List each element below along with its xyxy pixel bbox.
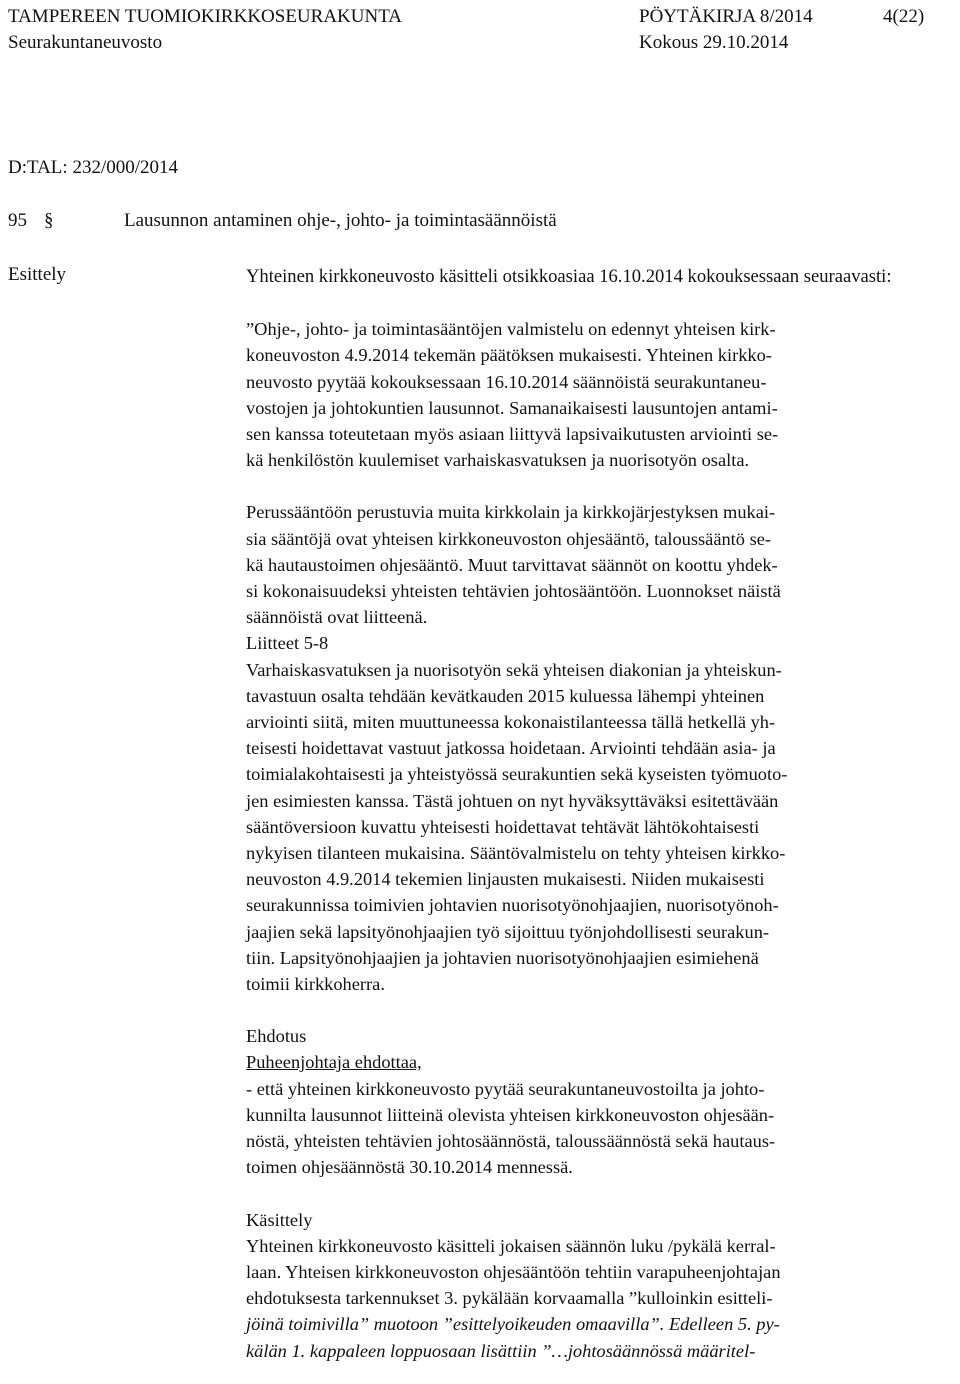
paragraph-line: arviointi siitä, miten muuttuneessa kokonaistilanteessa tällä hetkellä yh- [246, 712, 776, 733]
proposal-line: toimen ohjesäännöstä 30.10.2014 mennessä. [246, 1157, 573, 1178]
paragraph-line: sääntöversioon kuvattu yhteisesti hoidettavat tehtävät lähtökohtaisesti [246, 816, 760, 837]
paragraph-line: Varhaiskasvatuksen ja nuorisotyön sekä yhteisen diakonian ja yhteiskun- [246, 659, 782, 680]
kasittely-line: jöinä toimivilla” muotoon ”esittelyoikeuden omaavilla”. Edelleen 5. py- [246, 1314, 780, 1335]
paragraph-line: neuvoston 4.9.2014 tekemien linjausten mukaisesti. Niiden mukaisesti [246, 869, 765, 890]
section-title: Lausunnon antaminen ohje-, johto- ja toimintasäännöistä [124, 210, 557, 231]
header-org: TAMPEREEN TUOMIOKIRKKOSEURAKUNTA [8, 6, 403, 27]
ehdotus-heading: Ehdotus [246, 1026, 307, 1047]
paragraph-line: kä hautaustoimen ohjesääntö. Muut tarvittavat säännöt on koottu yhdek- [246, 554, 778, 575]
ehdotus-section [246, 1023, 912, 1180]
intro-text: Yhteinen kirkkoneuvosto käsitteli otsikkoasiaa 16.10.2014 kokouksessaan seuraavasti: [246, 266, 892, 287]
quote-line: ”Ohje-, johto- ja toimintasääntöjen valmistelu on edennyt yhteisen kirk- [246, 319, 776, 340]
paragraph-line: sia sääntöjä ovat yhteisen kirkkoneuvoston ohjesääntö, taloussääntö se- [246, 528, 772, 549]
body-column [246, 264, 912, 1364]
paragraph-line: teisesti hoidettavat vastuut jatkossa hoidetaan. Arviointi tehdään asia- ja [246, 738, 776, 759]
paragraph-line: säännöistä ovat liitteenä. [246, 607, 428, 628]
paragraph-evaluation [246, 657, 912, 998]
attachments-ref: Liitteet 5-8 [246, 633, 329, 654]
kasittely-heading: Käsittely [246, 1209, 313, 1230]
header-body: Seurakuntaneuvosto [8, 32, 163, 53]
quote-line: neuvosto pyytää kokouksessaan 16.10.2014 säännöistä seurakuntaneu- [246, 371, 767, 392]
esittely-intro [246, 264, 912, 290]
quote-line: sen kanssa toteutetaan myös asiaan liittyvä lapsivaikutusten arviointi se- [246, 424, 779, 445]
paragraph-line: Perussääntöön perustuvia muita kirkkolain ja kirkkojärjestyksen mukai- [246, 502, 776, 523]
paragraph-line: jen esimiesten kanssa. Tästä johtuen on nyt hyväksyttäväksi esitettävään [246, 790, 779, 811]
kasittely-line: Yhteinen kirkkoneuvosto käsitteli jokaisen säännön luku /pykälä kerral- [246, 1235, 776, 1256]
section-number: 95 [8, 210, 27, 231]
header-meeting: Kokous 29.10.2014 [639, 32, 789, 53]
paragraph-line: nykyisen tilanteen mukaisina. Sääntövalmistelu on tehty yhteisen kirkko- [246, 843, 786, 864]
header-page: 4(22) [883, 6, 925, 27]
paragraph-line: tiin. Lapsityönohjaajien ja johtavien nuorisotyönohjaajien esimiehenä [246, 947, 759, 968]
quote-line: kä henkilöstön kuulemiset varhaiskasvatuksen ja nuorisotyön osalta. [246, 450, 750, 471]
paragraph-line: seurakunnissa toimivien johtavien nuorisotyönohjaajien, nuorisotyönoh- [246, 895, 779, 916]
esittely-label: Esittely [8, 264, 67, 285]
quote-line: koneuvoston 4.9.2014 tekemän päätöksen mukaisesti. Yhteinen kirkko- [246, 345, 772, 366]
quote-block [246, 316, 912, 473]
proposal-line: - että yhteinen kirkkoneuvosto pyytää seurakuntaneuvostoilta ja johto- [246, 1078, 765, 1099]
dtal-number: D:TAL: 232/000/2014 [8, 157, 178, 178]
proposal-line: kunnilta lausunnot liitteinä olevista yhteisen kirkkoneuvoston ohjesään- [246, 1104, 775, 1125]
kasittely-line: kälän 1. kappaleen loppuosaan lisättiin ”…johtosäännössä määritel- [246, 1340, 756, 1361]
quote-line: vostojen ja johtokuntien lausunnot. Samanaikaisesti lausuntojen antami- [246, 397, 778, 418]
paragraph-line: toimii kirkkoherra. [246, 974, 385, 995]
header-doc: PÖYTÄKIRJA 8/2014 [639, 6, 813, 27]
paragraph-line: tavastuun osalta tehdään kevätkauden 2015 kuluessa lähempi yhteinen [246, 685, 765, 706]
paragraph-line: jaajien sekä lapsityönohjaajien työ sijoittuu työnjohdollisesti seurakun- [246, 921, 770, 942]
paragraph-rules [246, 499, 912, 656]
paragraph-line: toimialakohtaisesti ja yhteistyössä seurakuntien sekä kyseisten työmuoto- [246, 764, 788, 785]
kasittely-section [246, 1207, 912, 1364]
kasittely-line: ehdotuksesta tarkennukset 3. pykälään korvaamalla ”kulloinkin esitteli- [246, 1288, 773, 1309]
paragraph-line: si kokonaisuudeksi yhteisten tehtävien johtosääntöön. Luonnokset näistä [246, 581, 781, 602]
section-symbol: § [44, 210, 54, 231]
proposal-line: nöstä, yhteisten tehtävien johtosäännöstä, taloussäännöstä sekä hautaus- [246, 1131, 776, 1152]
proposer-line: Puheenjohtaja ehdottaa, [246, 1052, 422, 1073]
kasittely-line: laan. Yhteisen kirkkoneuvoston ohjesääntöön tehtiin varapuheenjohtajan [246, 1261, 781, 1282]
